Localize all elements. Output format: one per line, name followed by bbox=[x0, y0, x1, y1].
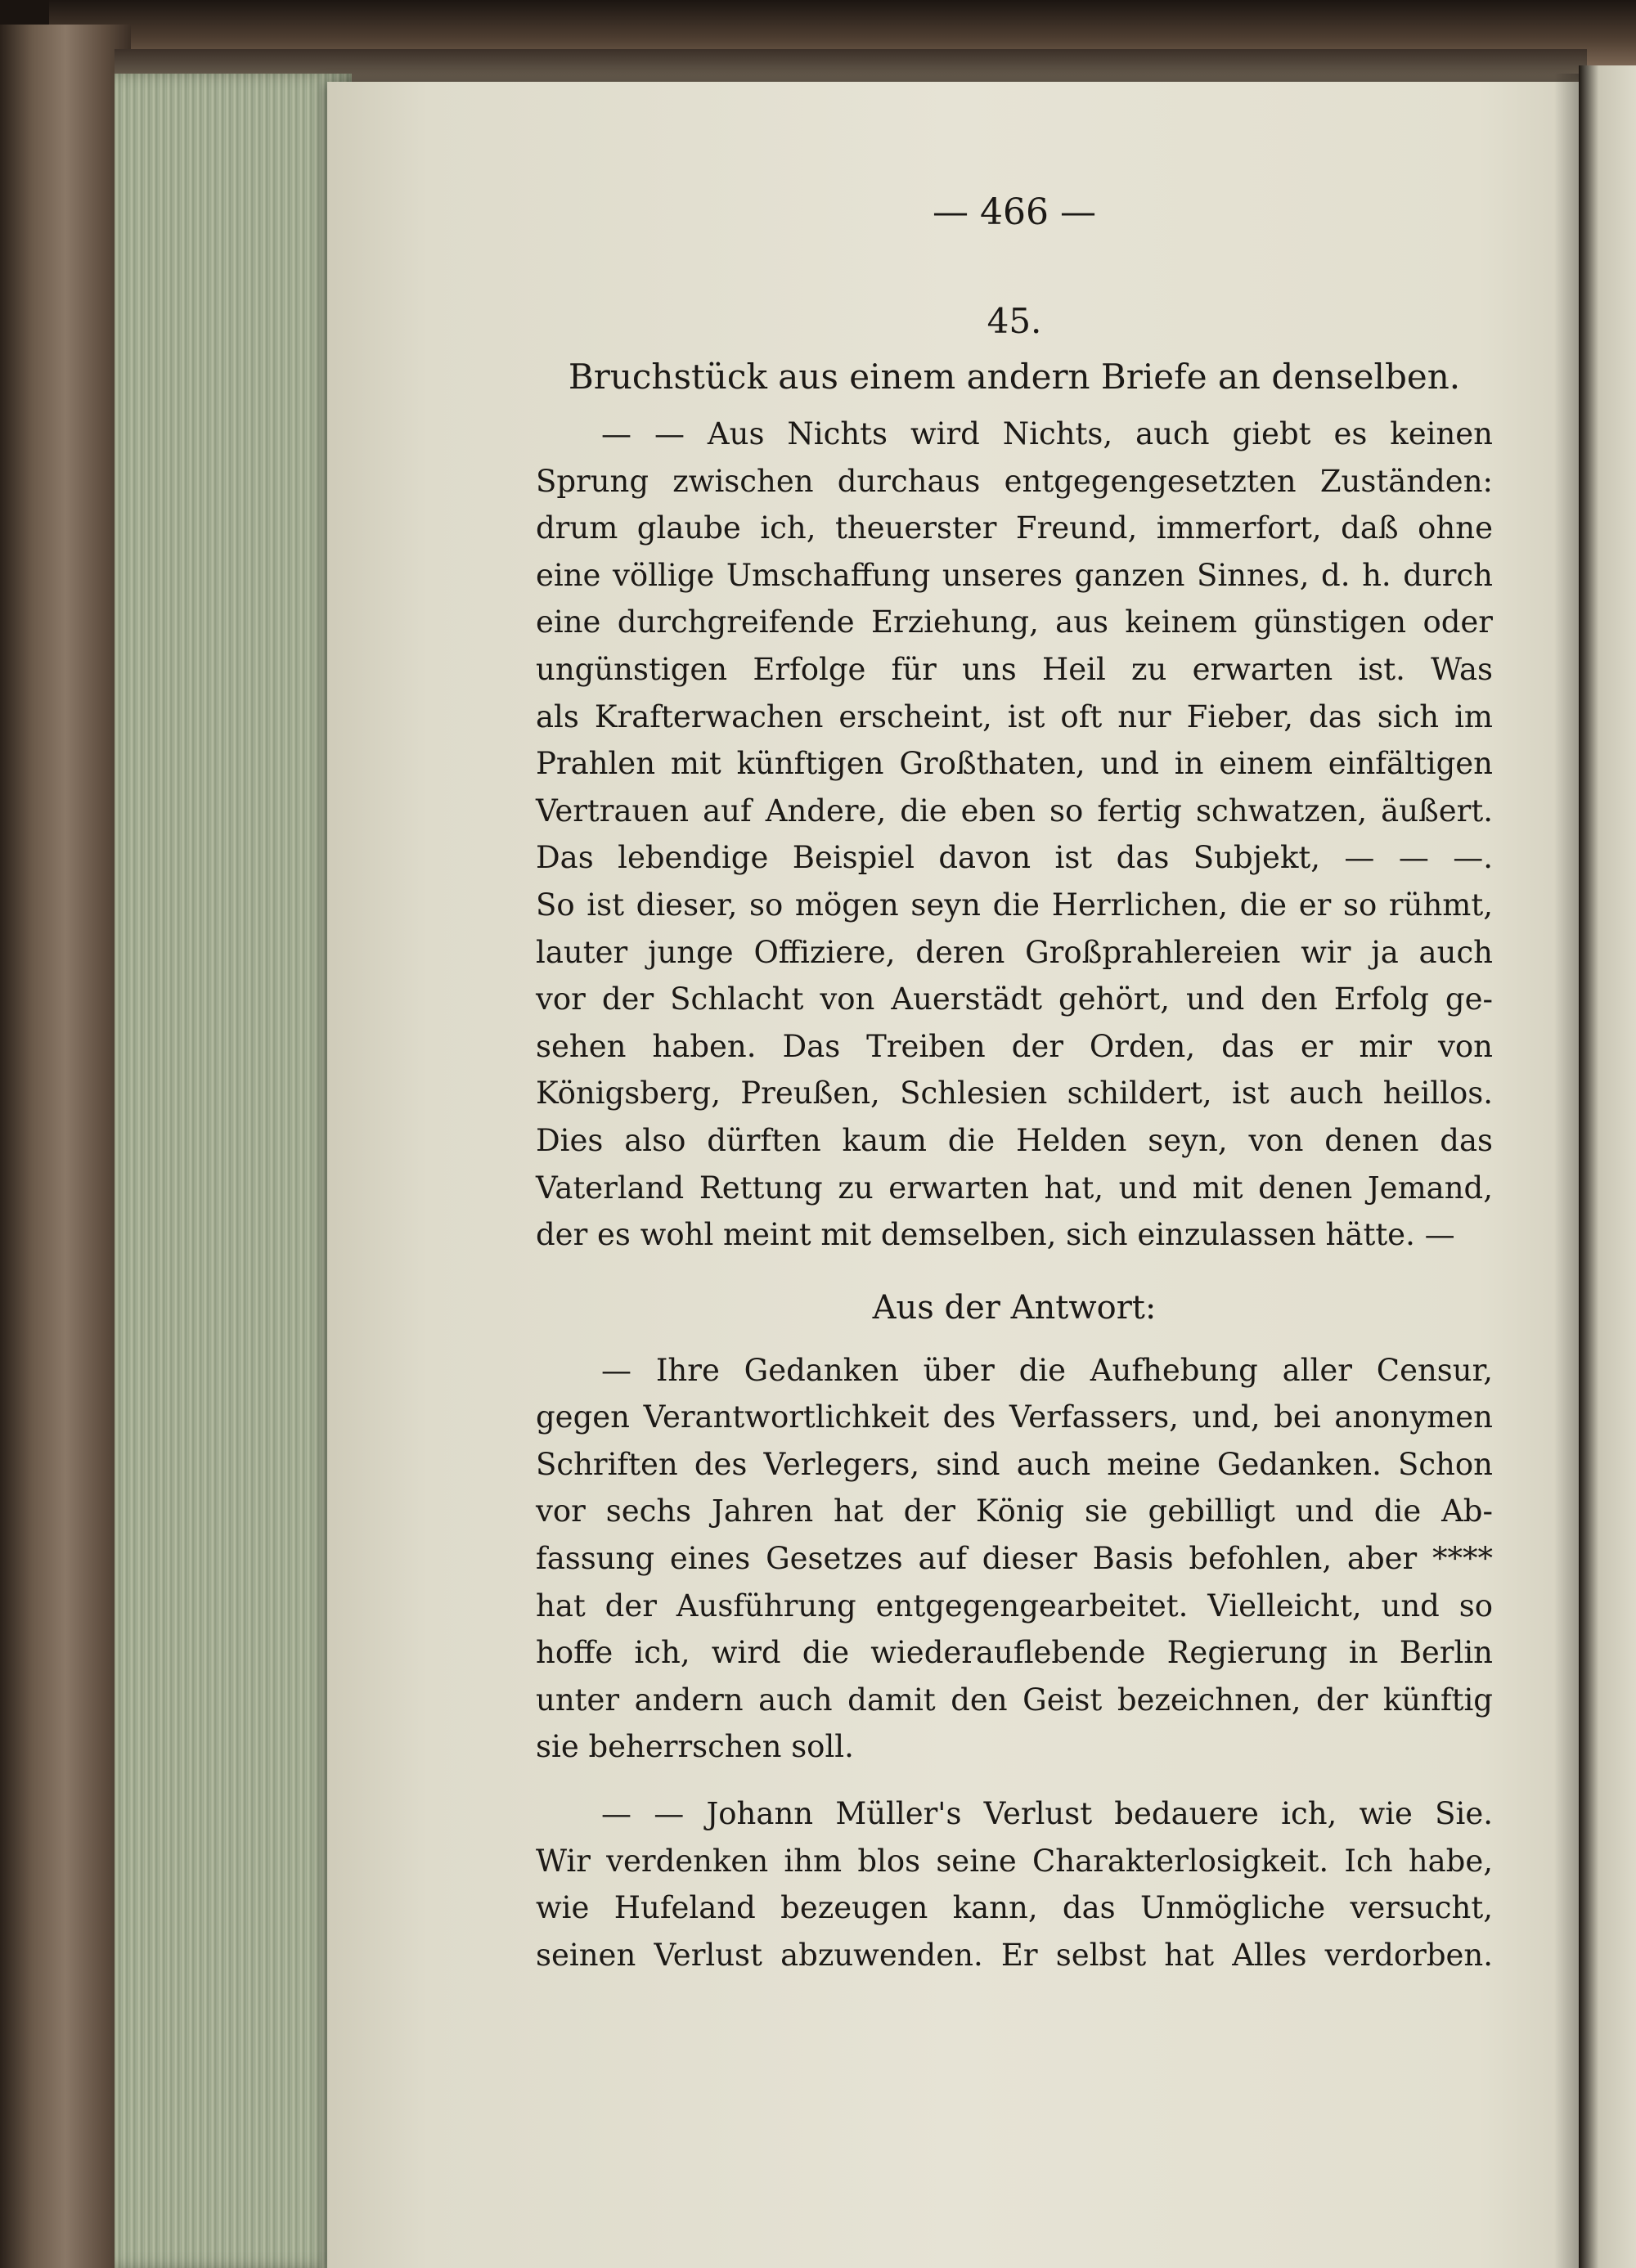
text-line: vor sechs Jahren hat der König sie gebilligt und die Ab- bbox=[536, 1493, 1493, 1529]
facing-page-edge bbox=[1579, 65, 1636, 2268]
text-line: eine völlige Umschaffung unseres ganzen Sinnes, d. h. durch bbox=[536, 557, 1493, 593]
paragraph-3 bbox=[536, 1790, 1493, 1978]
paragraph-1 bbox=[536, 411, 1493, 1259]
text-line: lauter junge Offiziere, deren Großprahlereien wir ja auch bbox=[536, 934, 1493, 970]
text-line: sie beherrschen soll. bbox=[536, 1729, 854, 1765]
text-line: Wir verdenken ihm blos seine Charakterlosigkeit. Ich habe, bbox=[536, 1843, 1493, 1879]
letter-title: Bruchstück aus einem andern Briefe an denselben. bbox=[568, 357, 1461, 397]
paragraph-gap bbox=[536, 1771, 1493, 1790]
text-line: unter andern auch damit den Geist bezeichnen, der künftig bbox=[536, 1682, 1493, 1718]
text-line: — — Aus Nichts wird Nichts, auch giebt es keinen bbox=[601, 416, 1493, 451]
text-line: eine durchgreifende Erziehung, aus keinem günstigen oder bbox=[536, 604, 1493, 640]
text-line: Sprung zwischen durchaus entgegengesetzten Zuständen: bbox=[536, 463, 1493, 499]
text-line: Das lebendige Beispiel davon ist das Subjekt, — — —. bbox=[536, 840, 1493, 876]
letter-number: 45. bbox=[987, 301, 1042, 341]
text-line: Vertrauen auf Andere, die eben so fertig schwatzen, äußert. bbox=[536, 793, 1493, 829]
text-line: der es wohl meint mit demselben, sich einzulassen hätte. — bbox=[536, 1217, 1455, 1253]
text-line: Vaterland Rettung zu erwarten hat, und mit denen Jemand, bbox=[536, 1170, 1493, 1206]
text-line: Dies also dürften kaum die Helden seyn, von denen das bbox=[536, 1122, 1493, 1158]
text-line: vor der Schlacht von Auerstädt gehört, und den Erfolg ge- bbox=[536, 981, 1493, 1017]
text-line: — Ihre Gedanken über die Aufhebung aller Censur, bbox=[601, 1352, 1493, 1388]
text-line: seinen Verlust abzuwenden. Er selbst hat Alles verdorben. bbox=[536, 1937, 1493, 1973]
text-line: gegen Verantwortlichkeit des Verfassers, und, bei anonymen bbox=[536, 1399, 1493, 1435]
page-number: — 466 — bbox=[933, 191, 1096, 233]
section-heading: Aus der Antwort: bbox=[872, 1288, 1157, 1327]
text-line: als Krafterwachen erscheint, ist oft nur Fieber, das sich im bbox=[536, 698, 1493, 734]
paragraph-2 bbox=[536, 1347, 1493, 1771]
page-text bbox=[536, 184, 1493, 1978]
text-line: sehen haben. Das Treiben der Orden, das er mir von bbox=[536, 1028, 1493, 1064]
text-line: fassung eines Gesetzes auf dieser Basis befohlen, aber **** bbox=[536, 1541, 1493, 1577]
text-line: ungünstigen Erfolge für uns Heil zu erwarten ist. Was bbox=[536, 651, 1493, 687]
text-line: Königsberg, Preußen, Schlesien schildert, ist auch heillos. bbox=[536, 1076, 1493, 1112]
text-line: Schriften des Verlegers, sind auch meine Gedanken. Schon bbox=[536, 1446, 1493, 1482]
text-line: So ist dieser, so mögen seyn die Herrlichen, die er so rühmt, bbox=[536, 887, 1493, 923]
text-line: — — Johann Müller's Verlust bedauere ich, wie Sie. bbox=[601, 1796, 1493, 1832]
page-block-edges bbox=[115, 74, 352, 2268]
text-line: drum glaube ich, theuerster Freund, immerfort, daß ohne bbox=[536, 510, 1493, 546]
text-line: hat der Ausführung entgegengearbeitet. Vielleicht, und so bbox=[536, 1588, 1493, 1624]
text-line: wie Hufeland bezeugen kann, das Unmögliche versucht, bbox=[536, 1890, 1493, 1926]
book-cover-left bbox=[0, 25, 131, 2268]
text-line: hoffe ich, wird die wiederauflebende Regierung in Berlin bbox=[536, 1635, 1493, 1671]
text-line: Prahlen mit künftigen Großthaten, und in einem einfältigen bbox=[536, 746, 1493, 782]
